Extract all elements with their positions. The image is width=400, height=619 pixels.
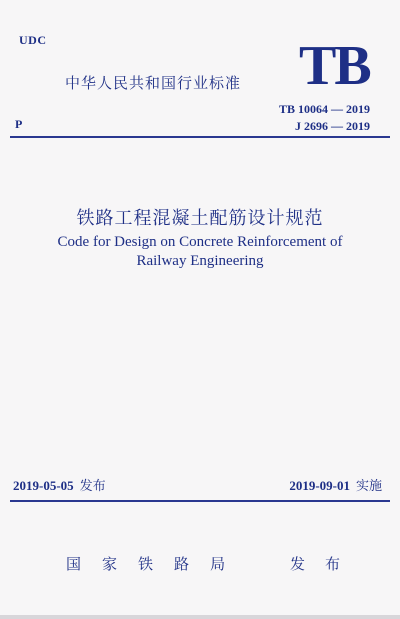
page-edge (0, 615, 400, 619)
issue-date-value: 2019-05-05 (13, 478, 74, 493)
issue-date (13, 475, 106, 494)
issuer-char: 路 (174, 555, 190, 573)
issuer-char: 国 (66, 555, 82, 573)
issuer-name (66, 553, 246, 574)
issuer-char: 局 (210, 555, 226, 573)
udc-label: UDC (19, 33, 47, 47)
implement-date-value: 2019-09-01 (289, 478, 350, 493)
document-title-chinese: 铁路工程混凝土配筋设计规范 (76, 208, 324, 229)
footer-divider (10, 500, 390, 502)
industry-standard-title: 中华人民共和国行业标准 (65, 74, 242, 92)
issuer-char: 铁 (138, 555, 154, 573)
standard-codes (279, 101, 370, 135)
document-title-english-line2: Railway Engineering (136, 253, 264, 269)
implement-date (289, 475, 382, 494)
issuer-char: 家 (102, 555, 118, 573)
document-title-english-line1: Code for Design on Concrete Reinforcement of (57, 234, 343, 250)
tb-logo: TB (299, 35, 370, 97)
category-label: P (15, 117, 23, 131)
header-divider (10, 136, 390, 138)
implement-date-word: 实施 (355, 479, 382, 494)
issue-date-word: 发布 (79, 479, 106, 494)
standard-code-j: J 2696 — 2019 (295, 119, 370, 133)
issuer-action-char: 发 (289, 555, 305, 573)
standard-code-tb: TB 10064 — 2019 (278, 102, 370, 116)
issuer-action-char: 布 (324, 555, 340, 573)
document-title-english (0, 233, 400, 271)
issuer-action (270, 553, 340, 574)
